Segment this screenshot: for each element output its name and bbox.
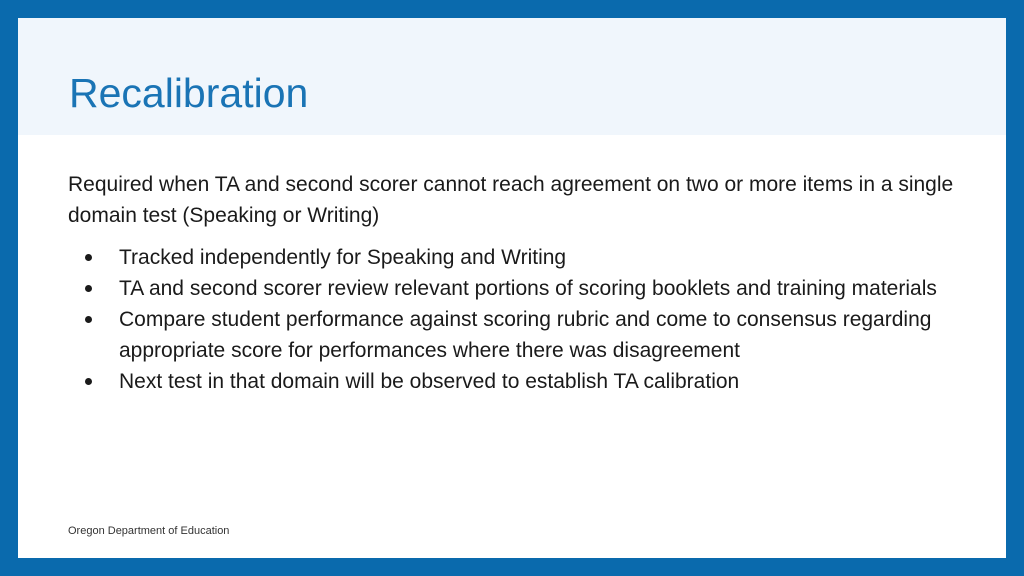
bullet-dot-icon bbox=[85, 316, 92, 323]
bullet-item bbox=[68, 242, 968, 273]
slide-title: Recalibration bbox=[69, 70, 309, 116]
footer-organization: Oregon Department of Education bbox=[68, 525, 230, 537]
bullet-text: TA and second scorer review relevant portions of scoring booklets and training materials bbox=[119, 277, 937, 300]
bullet-dot-icon bbox=[85, 378, 92, 385]
title-band bbox=[18, 18, 1006, 135]
bullet-item bbox=[68, 304, 968, 366]
bullet-item bbox=[68, 273, 968, 304]
bullet-item bbox=[68, 366, 968, 397]
slide-body bbox=[68, 169, 968, 397]
bullet-list bbox=[68, 242, 968, 397]
bullet-dot-icon bbox=[85, 254, 92, 261]
bullet-dot-icon bbox=[85, 285, 92, 292]
bullet-text: Tracked independently for Speaking and Writing bbox=[119, 246, 567, 269]
slide bbox=[18, 18, 1006, 558]
intro-paragraph: Required when TA and second scorer cannot reach agreement on two or more items in a single domain test (Speaking or Writing) bbox=[68, 173, 954, 227]
bullet-text: Compare student performance against scoring rubric and come to consensus regarding appropriate score for performances where there was disagreement bbox=[119, 308, 932, 362]
bullet-text: Next test in that domain will be observed to establish TA calibration bbox=[119, 370, 740, 393]
